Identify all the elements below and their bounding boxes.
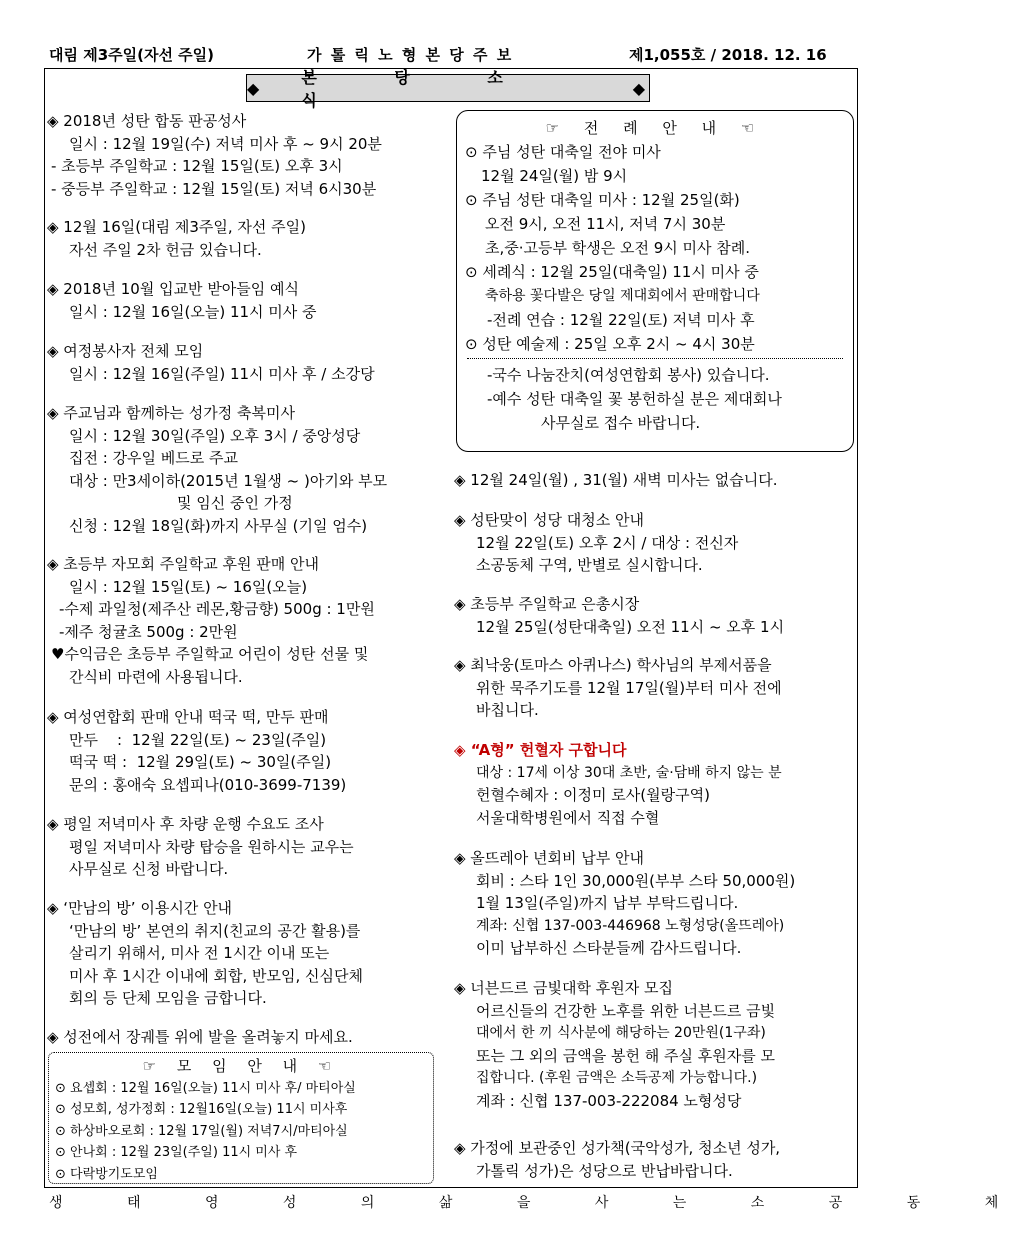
notice-line: ‘만남의 방’ 본연의 취지(친교의 공간 활용)를 [69,921,361,940]
liturgy-line: 초,중·고등부 학생은 오전 9시 미사 참례. [485,239,751,257]
diamond-icon: ◆ [632,78,649,98]
notice-line: 평일 저녁미사 차량 탑승을 원하시는 교우는 [69,837,354,856]
notice-line: 바칩니다. [476,701,539,719]
blood-donor-heading: ◈ “A형” 헌혈자 구합니다 [454,741,627,759]
notice-heading: ◈ 초등부 자모회 주일학교 후원 판매 안내 [47,555,319,573]
notice-item [454,847,795,960]
notice-heading: ◈ 12월 24일(월) , 31(월) 새벽 미사는 없습니다. [454,471,778,489]
liturgy-line: 사무실로 접수 바랍니다. [541,414,701,432]
notice-heading: ◈ 너븐드르 금빛대학 후원자 모집 [454,979,673,997]
notice-item [47,278,317,323]
notice-item [454,1137,780,1182]
notice-line: 일시 : 12월 30일(주일) 오후 3시 / 중앙성당 [69,426,361,445]
notice-heading: ◈ ‘만남의 방’ 이용시간 안내 [47,899,233,917]
notice-heading: ◈ 성전에서 장궤틀 위에 발을 올려놓지 마세요. [47,1028,353,1046]
dotted-divider [467,358,843,359]
footer-motto: 생 태 영 성 의 삶 을 사 는 소 공 동 체 [49,1195,1028,1211]
liturgy-line: ⊙ 주님 성탄 대축일 전야 미사 [465,143,661,161]
liturgy-line: 12월 24일(월) 밤 9시 [481,167,628,185]
notice-item [47,402,387,537]
notice-line: 계좌: 신협 137-003-446968 노형성당(올뜨레아) [476,917,785,934]
notice-line: 헌혈수혜자 : 이정미 로사(월랑구역) [476,786,710,804]
notice-line: 회비 : 스타 1인 30,000원(부부 스타 50,000원) [476,871,796,890]
notice-line: 및 임신 중인 가정 [177,494,293,512]
notice-line: 회의 등 단체 모임을 금합니다. [69,989,267,1007]
notice-item [47,813,354,881]
notice-line: 대상 : 17세 이상 30대 초반, 술·담배 하지 않는 분 [476,764,782,781]
notice-line: 만두 : 12월 22일(토) ~ 23일(주일) [69,730,327,749]
notice-heading: ◈ 2018년 성탄 합동 판공성사 [47,112,247,130]
liturgy-line: -전례 연습 : 12월 22일(토) 저녁 미사 후 [487,311,755,329]
notice-line: 집전 : 강우일 베드로 주교 [69,449,239,467]
notice-heading: ◈ 주교님과 함께하는 성가정 축복미사 [47,404,295,422]
notice-item [454,509,738,577]
liturgical-week: 대림 제3주일(자선 주일) [49,46,215,64]
meeting-line: ⊙ 다락방기도모임 [55,1166,158,1182]
liturgy-line: 오전 9시, 오전 11시, 저녁 7시 30분 [485,215,726,233]
notice-line: 사무실로 신청 바랍니다. [69,860,229,878]
notice-line: - 중등부 주일학교 : 12월 15일(토) 저녁 6시30분 [51,179,377,198]
notice-line: ♥수익금은 초등부 주일학교 어린이 성탄 선물 및 [51,645,369,663]
meeting-line: ⊙ 안나회 : 12월 23일(주일) 11시 미사 후 [55,1145,298,1160]
notice-item [47,340,375,385]
notice-item [454,654,782,722]
issue-info: 제1,055호 / 2018. 12. 16 [629,46,827,64]
notice-heading: ◈ 성탄맞이 성당 대청소 안내 [454,511,644,529]
notice-item [47,216,306,261]
notice-heading: ◈ 초등부 주일학교 은총시장 [454,595,640,613]
notice-line: 계좌 : 신협 137-003-222084 노형성당 [476,1091,742,1110]
notice-line: 간식비 마련에 사용됩니다. [69,667,243,686]
liturgy-line: ⊙ 성탄 예술제 : 25일 오후 2시 ~ 4시 30분 [465,335,755,353]
notice-line: 살리기 위해서, 미사 전 1시간 이내 또는 [69,944,330,962]
section-title: 본 당 소 식 [301,68,539,110]
meeting-info-box [48,1052,434,1184]
notice-line: 가톨릭 성가)은 성당으로 반납바랍니다. [476,1161,733,1180]
notice-line: 떡국 떡 : 12월 29일(토) ~ 30일(주일) [69,753,332,771]
notice-line: 1월 13일(주일)까지 납부 부탁드립니다. [476,894,739,912]
notice-line: 일시 : 12월 15일(토) ~ 16일(오늘) [69,577,308,596]
liturgy-line: -예수 성탄 대축일 꽃 봉헌하실 분은 제대회나 [487,390,782,408]
notice-line: 대에서 한 끼 식사분에 해당하는 20만원(1구좌) [476,1025,766,1041]
notice-line: 대상 : 만3세이하(2015년 1월생 ~ )아기와 부모 [69,471,388,490]
notice-line: 자선 주일 2차 헌금 있습니다. [69,240,262,259]
notice-line: 일시 : 12월 19일(수) 저녁 미사 후 ~ 9시 20분 [69,134,382,153]
meeting-line: ⊙ 성모회, 성가정회 : 12월16일(오늘) 11시 미사후 [55,1102,348,1117]
notice-heading: ◈ 여성연합회 판매 안내 떡국 떡, 만두 판매 [47,708,329,726]
notice-item [47,1026,353,1049]
section-title-bar [246,68,650,110]
notice-heading: ◈ 12월 16일(대림 제3주일, 자선 주일) [47,218,306,236]
notice-heading: ◈ 여정봉사자 전체 모임 [47,342,204,360]
bulletin-title: 가 톨 릭 노 형 본 당 주 보 [307,46,514,64]
notice-line: 집합니다. (후원 금액은 소득공제 가능합니다.) [476,1070,758,1086]
liturgy-box-title: ☞ 전 례 안 내 ☜ [545,119,765,137]
liturgy-line: ⊙ 세례식 : 12월 25일(대축일) 11시 미사 중 [465,263,759,281]
notice-line: 소공동체 구역, 반별로 실시합니다. [476,556,703,574]
notice-line: 신청 : 12월 18일(화)까지 사무실 (기일 엄수) [69,516,368,535]
notice-heading: ◈ 올뜨레아 년회비 납부 안내 [454,849,644,867]
meeting-line: ⊙ 요셉회 : 12월 16일(오늘) 11시 미사 후/ 마티아실 [55,1080,356,1096]
liturgy-line: -국수 나눔잔치(여성연합회 봉사) 있습니다. [487,366,770,384]
meeting-box-title: ☞ 모 임 안 내 ☜ [142,1057,340,1075]
notice-line: - 초등부 주일학교 : 12월 15일(토) 오후 3시 [51,157,343,175]
bulletin-header [49,44,849,66]
notice-item [47,110,382,200]
notice-line: 12월 22일(토) 오후 2시 / 대상 : 전신자 [476,533,739,552]
notice-item [47,706,346,796]
notice-line: -제주 청귤초 500g : 2만원 [59,622,238,641]
notice-heading: ◈ 최낙웅(토마스 아퀴나스) 학사님의 부제서품을 [454,656,772,674]
meeting-line: ⊙ 하상바오로회 : 12월 17일(월) 저녁7시/마티아실 [55,1123,348,1139]
notice-item [47,553,375,688]
notice-line: 위한 묵주기도를 12월 17일(월)부터 미사 전에 [476,678,782,697]
notice-line: 어르신들의 건강한 노후를 위한 너븐드르 금빛 [476,1001,776,1020]
notice-line: 서울대학병원에서 직접 수혈 [476,808,660,827]
notice-heading: ◈ 가정에 보관중인 성가책(국악성가, 청소년 성가, [454,1139,781,1157]
notice-line: 문의 : 홍애숙 요셉피나(010-3699-7139) [69,775,347,794]
notice-item [454,977,775,1112]
notice-line: 또는 그 외의 금액을 봉헌 해 주실 후원자를 모 [476,1046,775,1065]
liturgy-info-box [456,110,854,452]
notice-heading: ◈ 평일 저녁미사 후 차량 운행 수요도 조사 [47,815,324,833]
notice-line: 일시 : 12월 16일(주일) 11시 미사 후 / 소강당 [69,364,375,383]
liturgy-line: 축하용 꽃다발은 당일 제대회에서 판매합니다 [485,288,760,304]
notice-heading: ◈ 2018년 10월 입교반 받아들임 예식 [47,280,300,298]
notice-line: -수제 과일청(제주산 레몬,황금향) 500g : 1만원 [59,600,375,618]
notice-line: 12월 25일(성탄대축일) 오전 11시 ~ 오후 1시 [476,617,785,636]
diamond-icon: ◆ [247,78,264,98]
liturgy-line: ⊙ 주님 성탄 대축일 미사 : 12월 25일(화) [465,191,740,209]
notice-item [47,897,363,1010]
notice-line: 미사 후 1시간 이내에 회합, 반모임, 신심단체 [69,966,364,985]
notice-item [454,739,782,829]
notice-item [454,469,778,492]
notice-line: 이미 납부하신 스타분들께 감사드립니다. [476,939,742,957]
notice-line: 일시 : 12월 16일(오늘) 11시 미사 중 [69,302,317,321]
notice-item [454,593,784,638]
